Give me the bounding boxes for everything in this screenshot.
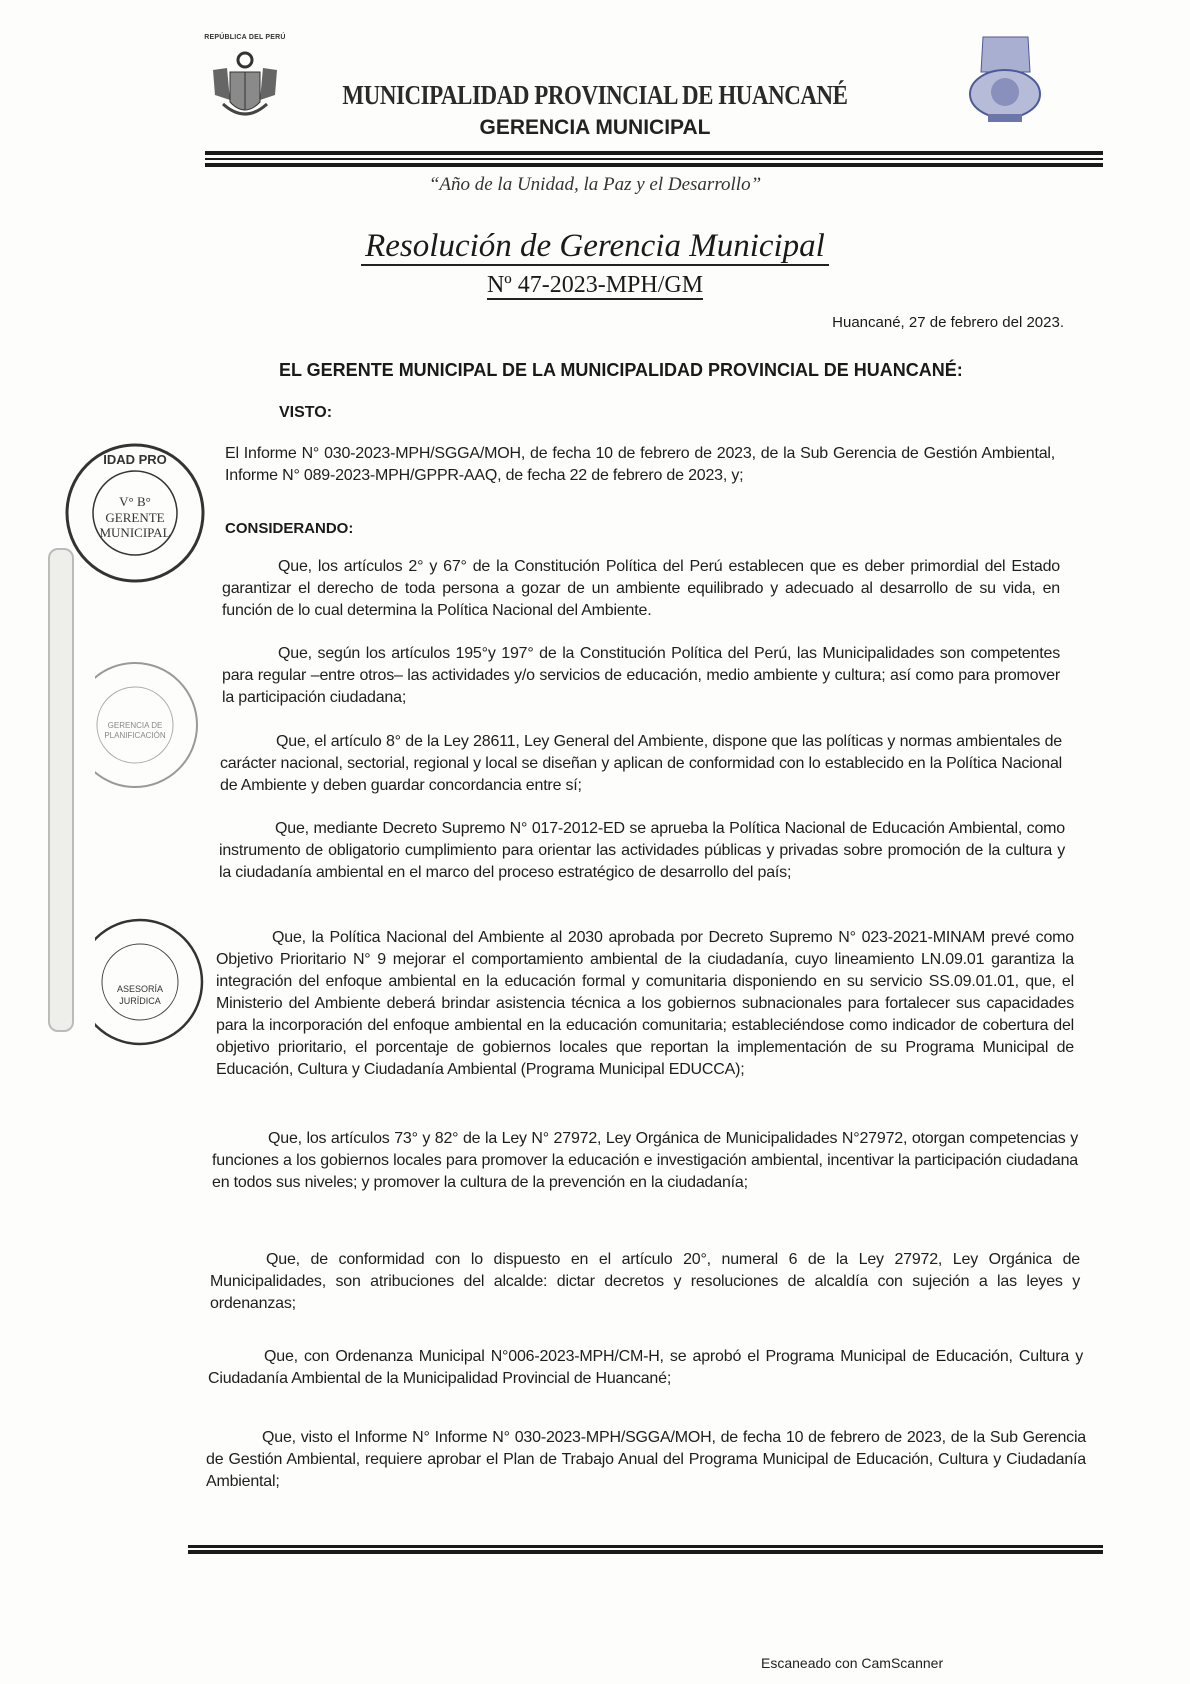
svg-text:JURÍDICA: JURÍDICA xyxy=(119,996,161,1006)
resolution-date: Huancané, 27 de febrero del 2023. xyxy=(832,314,1064,331)
footer-divider xyxy=(188,1545,1103,1548)
institution-name: MUNICIPALIDAD PROVINCIAL DE HUANCANÉ xyxy=(342,80,848,110)
department-name: GERENCIA MUNICIPAL xyxy=(479,116,711,139)
considerando-heading: CONSIDERANDO: xyxy=(225,520,354,537)
svg-text:MUNICIPAL: MUNICIPAL xyxy=(99,525,171,540)
footer-divider xyxy=(188,1550,1103,1554)
considerando-paragraph: Que, los artículos 73° y 82° de la Ley N° 27972, Ley Orgánica de Municipalidades N°27972, otorgan competencias y funciones a los gobiernos locales para promover la educación e investigación ambiental, incentivar la participación ciudadana en todos sus niveles; y promover la cultura de la prevención en la ciudadanía; xyxy=(212,1130,1078,1191)
svg-text:PLANIFICACIÓN: PLANIFICACIÓN xyxy=(104,731,166,740)
svg-text:GERENTE: GERENTE xyxy=(105,510,165,525)
considerando-paragraph: Que, el artículo 8° de la Ley 28611, Ley General del Ambiente, dispone que las políticas y normas ambientales de carácter nacional, sectorial, regional y local se diseñan y aplican de conformidad con lo establecido en la Política Nacional de Ambiente y deben guardar concordancia entre sí; xyxy=(220,733,1062,794)
coat-of-arms-caption: REPÚBLICA DEL PERÚ xyxy=(204,34,286,41)
header-divider xyxy=(205,151,1103,155)
svg-text:IDAD PRO: IDAD PRO xyxy=(103,452,167,467)
year-motto: “Año de la Unidad, la Paz y el Desarrollo” xyxy=(428,174,762,195)
scanner-watermark: Escaneado con CamScanner xyxy=(761,1655,944,1671)
resolution-number-text: Nº 47-2023-MPH/GM xyxy=(486,272,704,298)
stamp-asesoria-juridica xyxy=(95,912,205,1062)
header-divider xyxy=(205,163,1103,167)
considerando-paragraph: Que, según los artículos 195°y 197° de la Constitución Política del Perú, las Municipalidades son competentes para regular –entre otros– las actividades y/o servicios de educación, medio ambiente y cultura; así como para promover la participación ciudadana; xyxy=(222,645,1060,706)
issuer-heading: EL GERENTE MUNICIPAL DE LA MUNICIPALIDAD PROVINCIAL DE HUANCANÉ: xyxy=(279,360,963,380)
resolution-title-text: Resolución de Gerencia Municipal xyxy=(361,228,829,266)
considerando-paragraph: Que, de conformidad con lo dispuesto en el artículo 20°, numeral 6 de la Ley 27972, Ley Orgánica de Municipalidades, son atribuciones del alcalde: dictar decretos y resoluciones de alcaldía con sujeción a las leyes y ordenanzas; xyxy=(210,1251,1080,1312)
considerando-paragraph: Que, la Política Nacional del Ambiente al 2030 aprobada por Decreto Supremo N° 023-2021-MINAM prevé como Objetivo Prioritario N° 9 mejorar el comportamiento ambiental de la ciudadanía, cuyo lineamiento LN.09.01 garantiza la integración del enfoque ambiental en la educación formal y comunitaria disponiendo en su servicio SS.09.01.01, que, el Ministerio del Ambiente deberá brindar asistencia técnica a los gobiernos subnacionales para fortalecer sus capacidades para la incorporación del enfoque ambiental en la educación comunitaria; estableciéndose como indicador de cobertura del objetivo prioritario, el porcentaje de gobiernos locales que reportan la implementación de su Programa Municipal de Educación, Cultura y Ciudadanía Ambiental (Programa Municipal EDUCCA); xyxy=(216,929,1074,1078)
stamp-gerente-municipal xyxy=(60,438,210,588)
considerando-paragraph: Que, los artículos 2° y 67° de la Constitución Política del Perú establecen que es deber primordial del Estado garantizar el derecho de toda persona a gozar de un ambiente equilibrado y adecuado al desarrollo de su vida, en función de lo cual determina la Política Nacional del Ambiente. xyxy=(222,558,1060,619)
svg-text:ASESORÍA: ASESORÍA xyxy=(116,984,164,994)
header-divider xyxy=(205,158,1103,160)
considerando-paragraph: Que, visto el Informe N° Informe N° 030-2023-MPH/SGGA/MOH, de fecha 10 de febrero de 2023, de la Sub Gerencia de Gestión Ambiental, requiere aprobar el Plan de Trabajo Anual del Programa Municipal de Educación, Cultura y Ciudadanía Ambiental; xyxy=(206,1429,1086,1490)
binder-clip-shadow xyxy=(48,548,74,1032)
resolution-title xyxy=(0,228,1190,265)
svg-text:GERENCIA DE: GERENCIA DE xyxy=(107,721,163,730)
svg-text:V° B°: V° B° xyxy=(119,494,151,509)
visto-heading: VISTO: xyxy=(279,404,333,421)
considerando-paragraph: Que, con Ordenanza Municipal N°006-2023-MPH/CM-H, se aprobó el Programa Municipal de Educación, Cultura y Ciudadanía Ambiental de la Municipalidad Provincial de Huancané; xyxy=(208,1348,1083,1387)
visto-text: El Informe N° 030-2023-MPH/SGGA/MOH, de fecha 10 de febrero de 2023, de la Sub Gerencia de Gestión Ambiental, Informe N° 089-2023-MPH/GPPR-AAQ, de fecha 22 de febrero de 2023, y; xyxy=(225,445,1055,484)
resolution-number xyxy=(0,272,1190,299)
considerando-paragraph: Que, mediante Decreto Supremo N° 017-2012-ED se aprueba la Política Nacional de Educación Ambiental, como instrumento de obligatorio cumplimiento para orientar las actividades públicas y privadas sobre promoción de la cultura y la ciudadanía ambiental en el marco del proceso estratégico de desarrollo del país; xyxy=(219,820,1065,881)
stamp-planificacion xyxy=(95,650,205,800)
